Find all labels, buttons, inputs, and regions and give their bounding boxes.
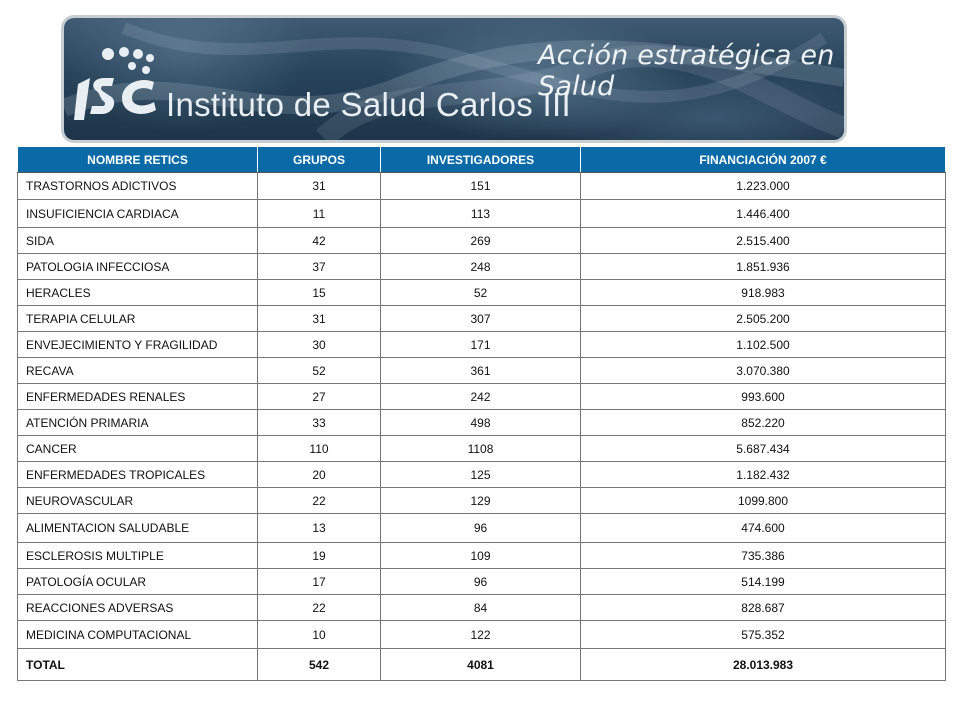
cell-financiacion: 474.600 [581, 514, 946, 543]
cell-financiacion: 3.070.380 [581, 358, 946, 384]
cell-name: PATOLOGÍA OCULAR [18, 569, 258, 595]
cell-grupos: 52 [258, 358, 381, 384]
table-row [18, 621, 946, 649]
cell-financiacion: 28.013.983 [581, 649, 946, 681]
cell-investigadores: 113 [381, 200, 581, 228]
cell-investigadores: 1108 [381, 436, 581, 462]
table-row [18, 384, 946, 410]
cell-grupos: 42 [258, 228, 381, 254]
cell-grupos: 13 [258, 514, 381, 543]
cell-grupos: 27 [258, 384, 381, 410]
cell-investigadores: 125 [381, 462, 581, 488]
table-row [18, 436, 946, 462]
cell-financiacion: 1.223.000 [581, 173, 946, 200]
table-row [18, 200, 946, 228]
cell-financiacion: 5.687.434 [581, 436, 946, 462]
cell-name: NEUROVASCULAR [18, 488, 258, 514]
cell-investigadores: 307 [381, 306, 581, 332]
header-banner [64, 18, 844, 140]
cell-financiacion: 852.220 [581, 410, 946, 436]
cell-name: ENFERMEDADES TROPICALES [18, 462, 258, 488]
cell-financiacion: 1.102.500 [581, 332, 946, 358]
cell-grupos: 110 [258, 436, 381, 462]
cell-financiacion: 1.182.432 [581, 462, 946, 488]
column-header-financiacion: FINANCIACIÓN 2007 € [581, 147, 946, 173]
column-header-name: NOMBRE RETICS [18, 147, 258, 173]
cell-name: INSUFICIENCIA CARDIACA [18, 200, 258, 228]
table-row [18, 173, 946, 200]
cell-financiacion: 993.600 [581, 384, 946, 410]
isc-logo-icon [70, 44, 166, 124]
cell-grupos: 15 [258, 280, 381, 306]
table-row [18, 228, 946, 254]
retics-table [17, 146, 946, 681]
cell-name: PATOLOGIA INFECCIOSA [18, 254, 258, 280]
cell-financiacion: 735.386 [581, 543, 946, 569]
table-row [18, 332, 946, 358]
table-row [18, 306, 946, 332]
cell-grupos: 542 [258, 649, 381, 681]
cell-name: ESCLEROSIS MULTIPLE [18, 543, 258, 569]
cell-name: ENFERMEDADES RENALES [18, 384, 258, 410]
total-row [18, 649, 946, 681]
cell-name: SIDA [18, 228, 258, 254]
cell-investigadores: 498 [381, 410, 581, 436]
cell-investigadores: 151 [381, 173, 581, 200]
cell-investigadores: 122 [381, 621, 581, 649]
cell-name: ENVEJECIMIENTO Y FRAGILIDAD [18, 332, 258, 358]
cell-grupos: 11 [258, 200, 381, 228]
cell-financiacion: 2.515.400 [581, 228, 946, 254]
table-row [18, 569, 946, 595]
table-row [18, 488, 946, 514]
cell-investigadores: 96 [381, 569, 581, 595]
cell-financiacion: 1099.800 [581, 488, 946, 514]
table-row [18, 514, 946, 543]
cell-name: ATENCIÓN PRIMARIA [18, 410, 258, 436]
cell-financiacion: 1.851.936 [581, 254, 946, 280]
table-body [18, 173, 946, 681]
table-row [18, 358, 946, 384]
cell-financiacion: 918.983 [581, 280, 946, 306]
cell-investigadores: 171 [381, 332, 581, 358]
table-row [18, 595, 946, 621]
table-header-row [18, 147, 946, 173]
table-row [18, 280, 946, 306]
column-header-investigadores: INVESTIGADORES [381, 147, 581, 173]
cell-investigadores: 4081 [381, 649, 581, 681]
cell-grupos: 22 [258, 488, 381, 514]
cell-financiacion: 575.352 [581, 621, 946, 649]
cell-name: TRASTORNOS ADICTIVOS [18, 173, 258, 200]
cell-grupos: 30 [258, 332, 381, 358]
cell-financiacion: 828.687 [581, 595, 946, 621]
cell-grupos: 19 [258, 543, 381, 569]
cell-investigadores: 129 [381, 488, 581, 514]
table-row [18, 254, 946, 280]
cell-grupos: 17 [258, 569, 381, 595]
cell-grupos: 31 [258, 306, 381, 332]
cell-grupos: 33 [258, 410, 381, 436]
cell-grupos: 37 [258, 254, 381, 280]
table-row [18, 543, 946, 569]
cell-grupos: 31 [258, 173, 381, 200]
cell-investigadores: 52 [381, 280, 581, 306]
cell-name: REACCIONES ADVERSAS [18, 595, 258, 621]
cell-financiacion: 514.199 [581, 569, 946, 595]
cell-grupos: 22 [258, 595, 381, 621]
cell-name: MEDICINA COMPUTACIONAL [18, 621, 258, 649]
table-row [18, 410, 946, 436]
cell-financiacion: 2.505.200 [581, 306, 946, 332]
cell-investigadores: 96 [381, 514, 581, 543]
cell-investigadores: 269 [381, 228, 581, 254]
cell-investigadores: 248 [381, 254, 581, 280]
action-title: Acción estratégica en Salud [538, 40, 835, 102]
cell-financiacion: 1.446.400 [581, 200, 946, 228]
cell-grupos: 20 [258, 462, 381, 488]
column-header-grupos: GRUPOS [258, 147, 381, 173]
cell-investigadores: 361 [381, 358, 581, 384]
cell-investigadores: 109 [381, 543, 581, 569]
cell-name: TERAPIA CELULAR [18, 306, 258, 332]
table-row [18, 462, 946, 488]
cell-investigadores: 84 [381, 595, 581, 621]
cell-grupos: 10 [258, 621, 381, 649]
cell-name: HERACLES [18, 280, 258, 306]
cell-name: CANCER [18, 436, 258, 462]
cell-investigadores: 242 [381, 384, 581, 410]
cell-name: TOTAL [18, 649, 258, 681]
cell-name: ALIMENTACION SALUDABLE [18, 514, 258, 543]
cell-name: RECAVA [18, 358, 258, 384]
organization-name: Instituto de Salud Carlos III [166, 86, 571, 123]
